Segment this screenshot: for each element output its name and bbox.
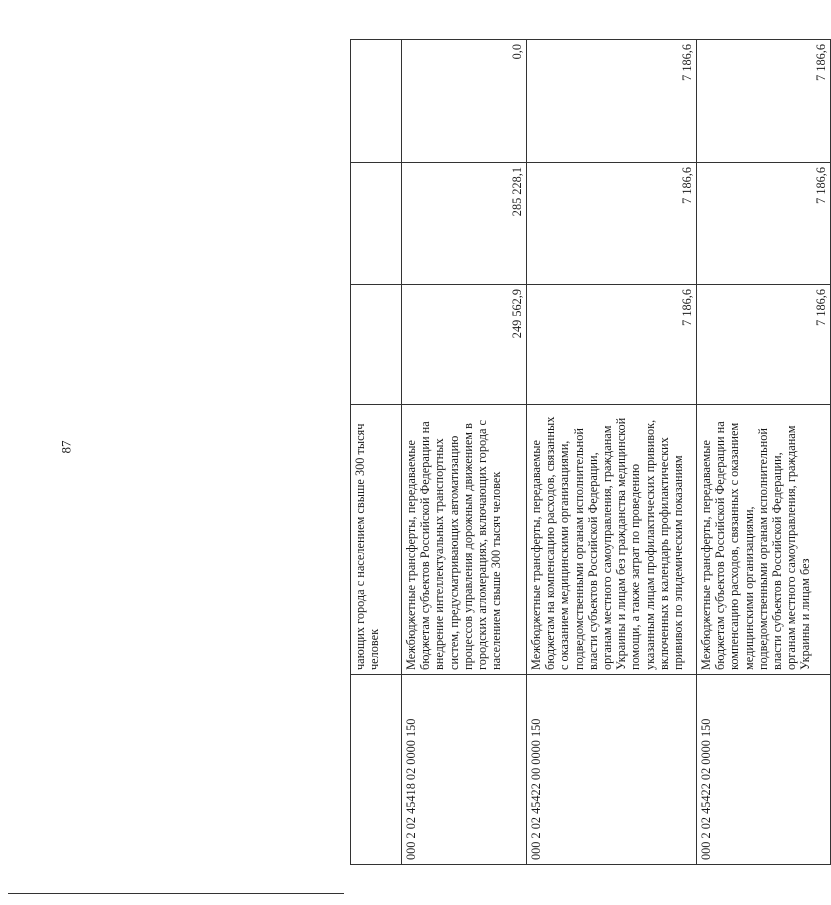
table-row — [351, 40, 402, 865]
row-value-3 — [351, 40, 402, 163]
row-value-1: 7 186,6 — [527, 285, 697, 405]
row-value-3: 0,0 — [402, 40, 527, 163]
row-code — [351, 675, 402, 865]
row-value-3: 7 186,6 — [697, 40, 831, 163]
row-value-1 — [351, 285, 402, 405]
table-row — [527, 40, 697, 865]
footnote-divider — [8, 893, 344, 894]
row-name: Межбюджетные трансферты, передаваемые бюджетам субъектов Российской Федерации на внедрение интеллектуальных транспортных систем, предусматривающих автоматизацию процессов управления дорожным движением в городских агломерациях, включающих города с населением свыше 300 тысяч человек — [402, 405, 527, 675]
row-value-2 — [351, 163, 402, 285]
row-code: 000 2 02 45422 02 0000 150 — [697, 675, 831, 865]
row-name: Межбюджетные трансферты, передаваемые бюджетам на компенсацию расходов, связанных с оказанием медицинскими организациями, подведомственными органам исполнительной власти субъектов Российской Федерации, органам местного самоуправления, гражданам Украины и лицам без гражданства медицинской помощи, а также затрат по проведению указанным лицам профилактических прививок, включенных в календарь профилактических прививок по эпидемическим показаниям — [527, 405, 697, 675]
row-value-2: 285 228,1 — [402, 163, 527, 285]
row-code: 000 2 02 45418 02 0000 150 — [402, 675, 527, 865]
row-value-1: 7 186,6 — [697, 285, 831, 405]
page-number: 87 — [58, 440, 74, 454]
budget-table-rotated — [350, 40, 828, 865]
row-name: чающих города с населением свыше 300 тысяч человек — [351, 405, 402, 675]
row-value-2: 7 186,6 — [697, 163, 831, 285]
row-value-3: 7 186,6 — [527, 40, 697, 163]
row-code: 000 2 02 45422 00 0000 150 — [527, 675, 697, 865]
budget-table — [350, 39, 831, 865]
row-value-2: 7 186,6 — [527, 163, 697, 285]
row-value-1: 249 562,9 — [402, 285, 527, 405]
table-row — [697, 40, 831, 865]
table-row — [402, 40, 527, 865]
row-name: Межбюджетные трансферты, передаваемые бюджетам субъектов Российской Федерации на компенсацию расходов, связанных с оказанием медицинскими организациями, подведомственными органам исполнительной власти субъектов Российской Федерации, органам местного самоуправления, гражданам Украины и лицам без — [697, 405, 831, 675]
